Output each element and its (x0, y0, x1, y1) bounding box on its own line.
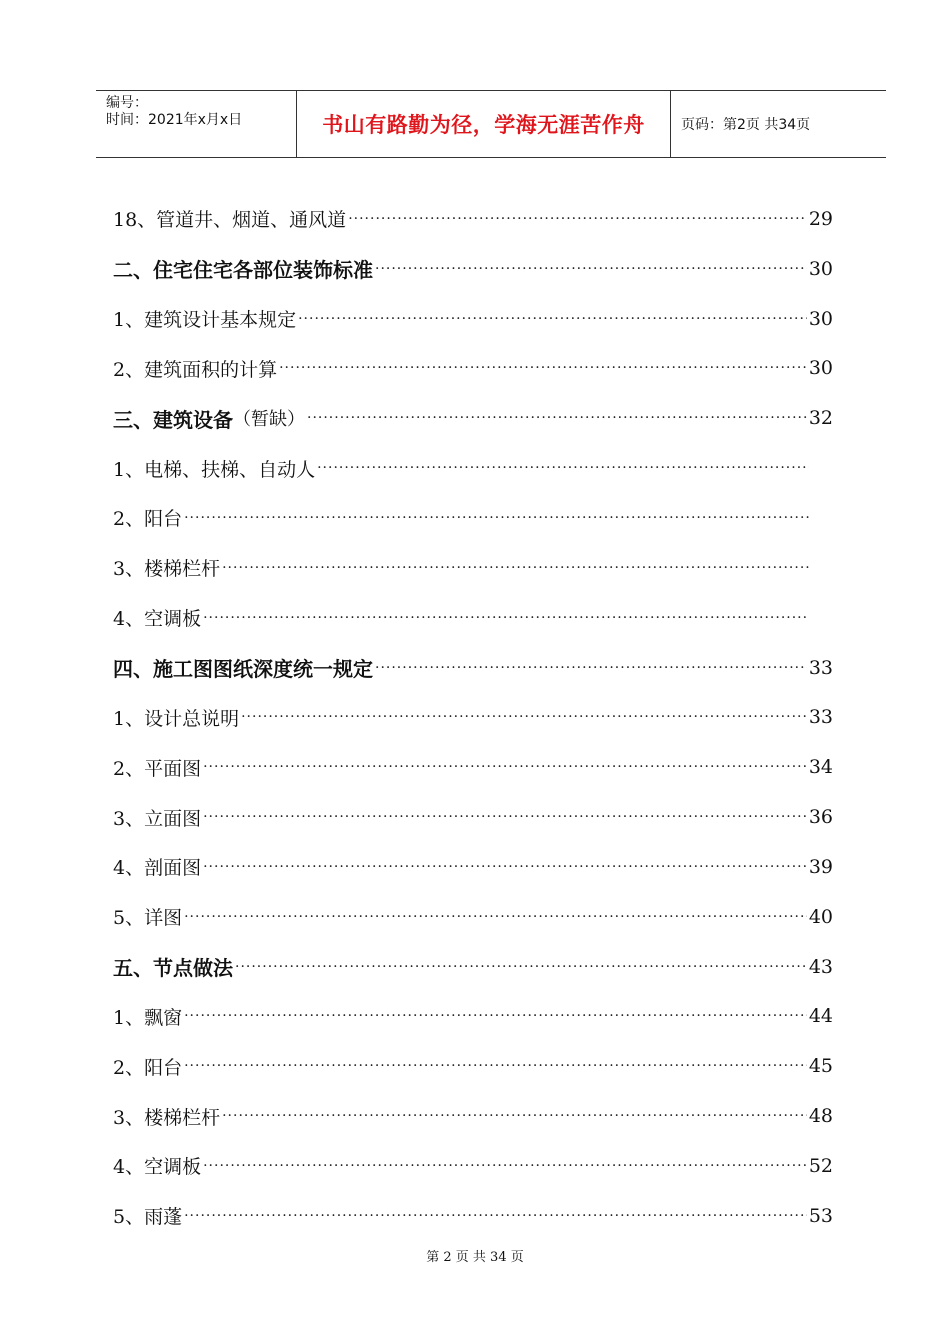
serial-label: 编号： (106, 95, 148, 111)
toc-entry-title: 18、管道井、烟道、通风道 (113, 209, 347, 232)
header-meta (96, 91, 297, 157)
toc-entry[interactable] (113, 294, 833, 344)
toc-page-number: 34 (808, 756, 833, 779)
toc-entry-title: 五、节点做法 (113, 956, 233, 981)
toc-page-number: 32 (808, 407, 833, 430)
dot-leader (348, 211, 807, 227)
toc-page-number: 33 (808, 656, 833, 679)
toc-entry-title: 1、飘窗 (113, 1006, 183, 1029)
dot-leader (235, 959, 807, 975)
toc-entry[interactable] (113, 692, 833, 742)
dot-leader (184, 510, 809, 526)
toc-page-number: 52 (808, 1154, 833, 1177)
dot-leader (298, 311, 807, 327)
toc-page-number: 45 (808, 1055, 833, 1078)
header-motto: 书山有路勤为径，学海无涯苦作舟 (297, 91, 671, 157)
header-page-info: 页码：第2页 共34页 (681, 117, 811, 133)
toc-page-number: 44 (808, 1005, 833, 1028)
toc-entry[interactable] (113, 493, 833, 543)
toc-entry[interactable] (113, 543, 833, 593)
toc-entry-title: 2、阳台 (113, 508, 183, 531)
toc-entry-title: 4、空调板 (113, 608, 202, 631)
toc-entry[interactable] (113, 344, 833, 394)
toc-section-heading[interactable] (113, 244, 833, 294)
toc-page-number: 39 (808, 855, 833, 878)
toc-page-number: 43 (808, 955, 833, 978)
toc-entry[interactable] (113, 194, 833, 244)
toc-entry[interactable] (113, 842, 833, 892)
toc-entry-title: 四、施工图图纸深度统一规定 (113, 657, 373, 682)
toc-entry-title: 3、楼梯栏杆 (113, 558, 221, 581)
toc-entry[interactable] (113, 443, 833, 493)
page-header (96, 90, 886, 158)
toc-entry-title: 5、详图 (113, 907, 183, 930)
dot-leader (203, 859, 807, 875)
toc-entry[interactable] (113, 1041, 833, 1091)
toc-entry-note: （暂缺） (233, 409, 305, 431)
toc-entry-title: 4、剖面图 (113, 857, 202, 880)
toc-entry-title: 2、建筑面积的计算 (113, 358, 278, 381)
dot-leader (184, 1208, 807, 1224)
toc-page-number: 33 (808, 706, 833, 729)
dot-leader (279, 360, 807, 376)
dot-leader (375, 261, 807, 277)
toc-entry-title: 2、阳台 (113, 1056, 183, 1079)
toc-entry-title: 4、空调板 (113, 1156, 202, 1179)
toc-entry-title: 三、建筑设备 (113, 407, 233, 432)
dot-leader (222, 560, 809, 576)
dot-leader (317, 460, 809, 476)
toc-page-number: 29 (808, 207, 833, 230)
table-of-contents (113, 194, 833, 1241)
toc-entry-title: 1、电梯、扶梯、自动人 (113, 458, 316, 481)
toc-entry[interactable] (113, 892, 833, 942)
toc-page-number: 53 (808, 1204, 833, 1227)
dot-leader (184, 1008, 807, 1024)
toc-entry[interactable] (113, 1191, 833, 1241)
dot-leader (241, 709, 807, 725)
dot-leader (203, 759, 807, 775)
toc-entry-title: 2、平面图 (113, 757, 202, 780)
toc-entry[interactable] (113, 593, 833, 643)
toc-entry-title: 二、住宅住宅各部位装饰标准 (113, 258, 373, 283)
toc-page-number: 40 (808, 905, 833, 928)
toc-page-number: 36 (808, 806, 833, 829)
dot-leader (203, 809, 807, 825)
dot-leader (203, 1158, 807, 1174)
dot-leader (184, 1058, 807, 1074)
dot-leader (375, 660, 807, 676)
dot-leader (203, 610, 809, 626)
dot-leader (307, 410, 807, 426)
toc-entry[interactable] (113, 792, 833, 842)
toc-section-heading[interactable] (113, 942, 833, 992)
toc-entry-title: 3、立面图 (113, 807, 202, 830)
toc-entry[interactable] (113, 1091, 833, 1141)
toc-entry-title: 5、雨蓬 (113, 1206, 183, 1229)
toc-section-heading[interactable] (113, 393, 833, 443)
toc-entry-title: 1、设计总说明 (113, 707, 240, 730)
toc-entry[interactable] (113, 992, 833, 1042)
toc-page-number: 48 (808, 1105, 833, 1128)
dot-leader (184, 909, 807, 925)
page-footer: 第 2 页 共 34 页 (426, 1250, 524, 1265)
toc-entry[interactable] (113, 1141, 833, 1191)
toc-section-heading[interactable] (113, 643, 833, 693)
toc-page-number: 30 (808, 257, 833, 280)
dot-leader (222, 1108, 807, 1124)
toc-entry-title: 3、楼梯栏杆 (113, 1106, 221, 1129)
toc-page-number: 30 (808, 357, 833, 380)
toc-page-number: 30 (808, 307, 833, 330)
toc-entry[interactable] (113, 742, 833, 792)
toc-entry-title: 1、建筑设计基本规定 (113, 309, 297, 332)
time-label: 时间：2021年x月x日 (106, 112, 243, 128)
